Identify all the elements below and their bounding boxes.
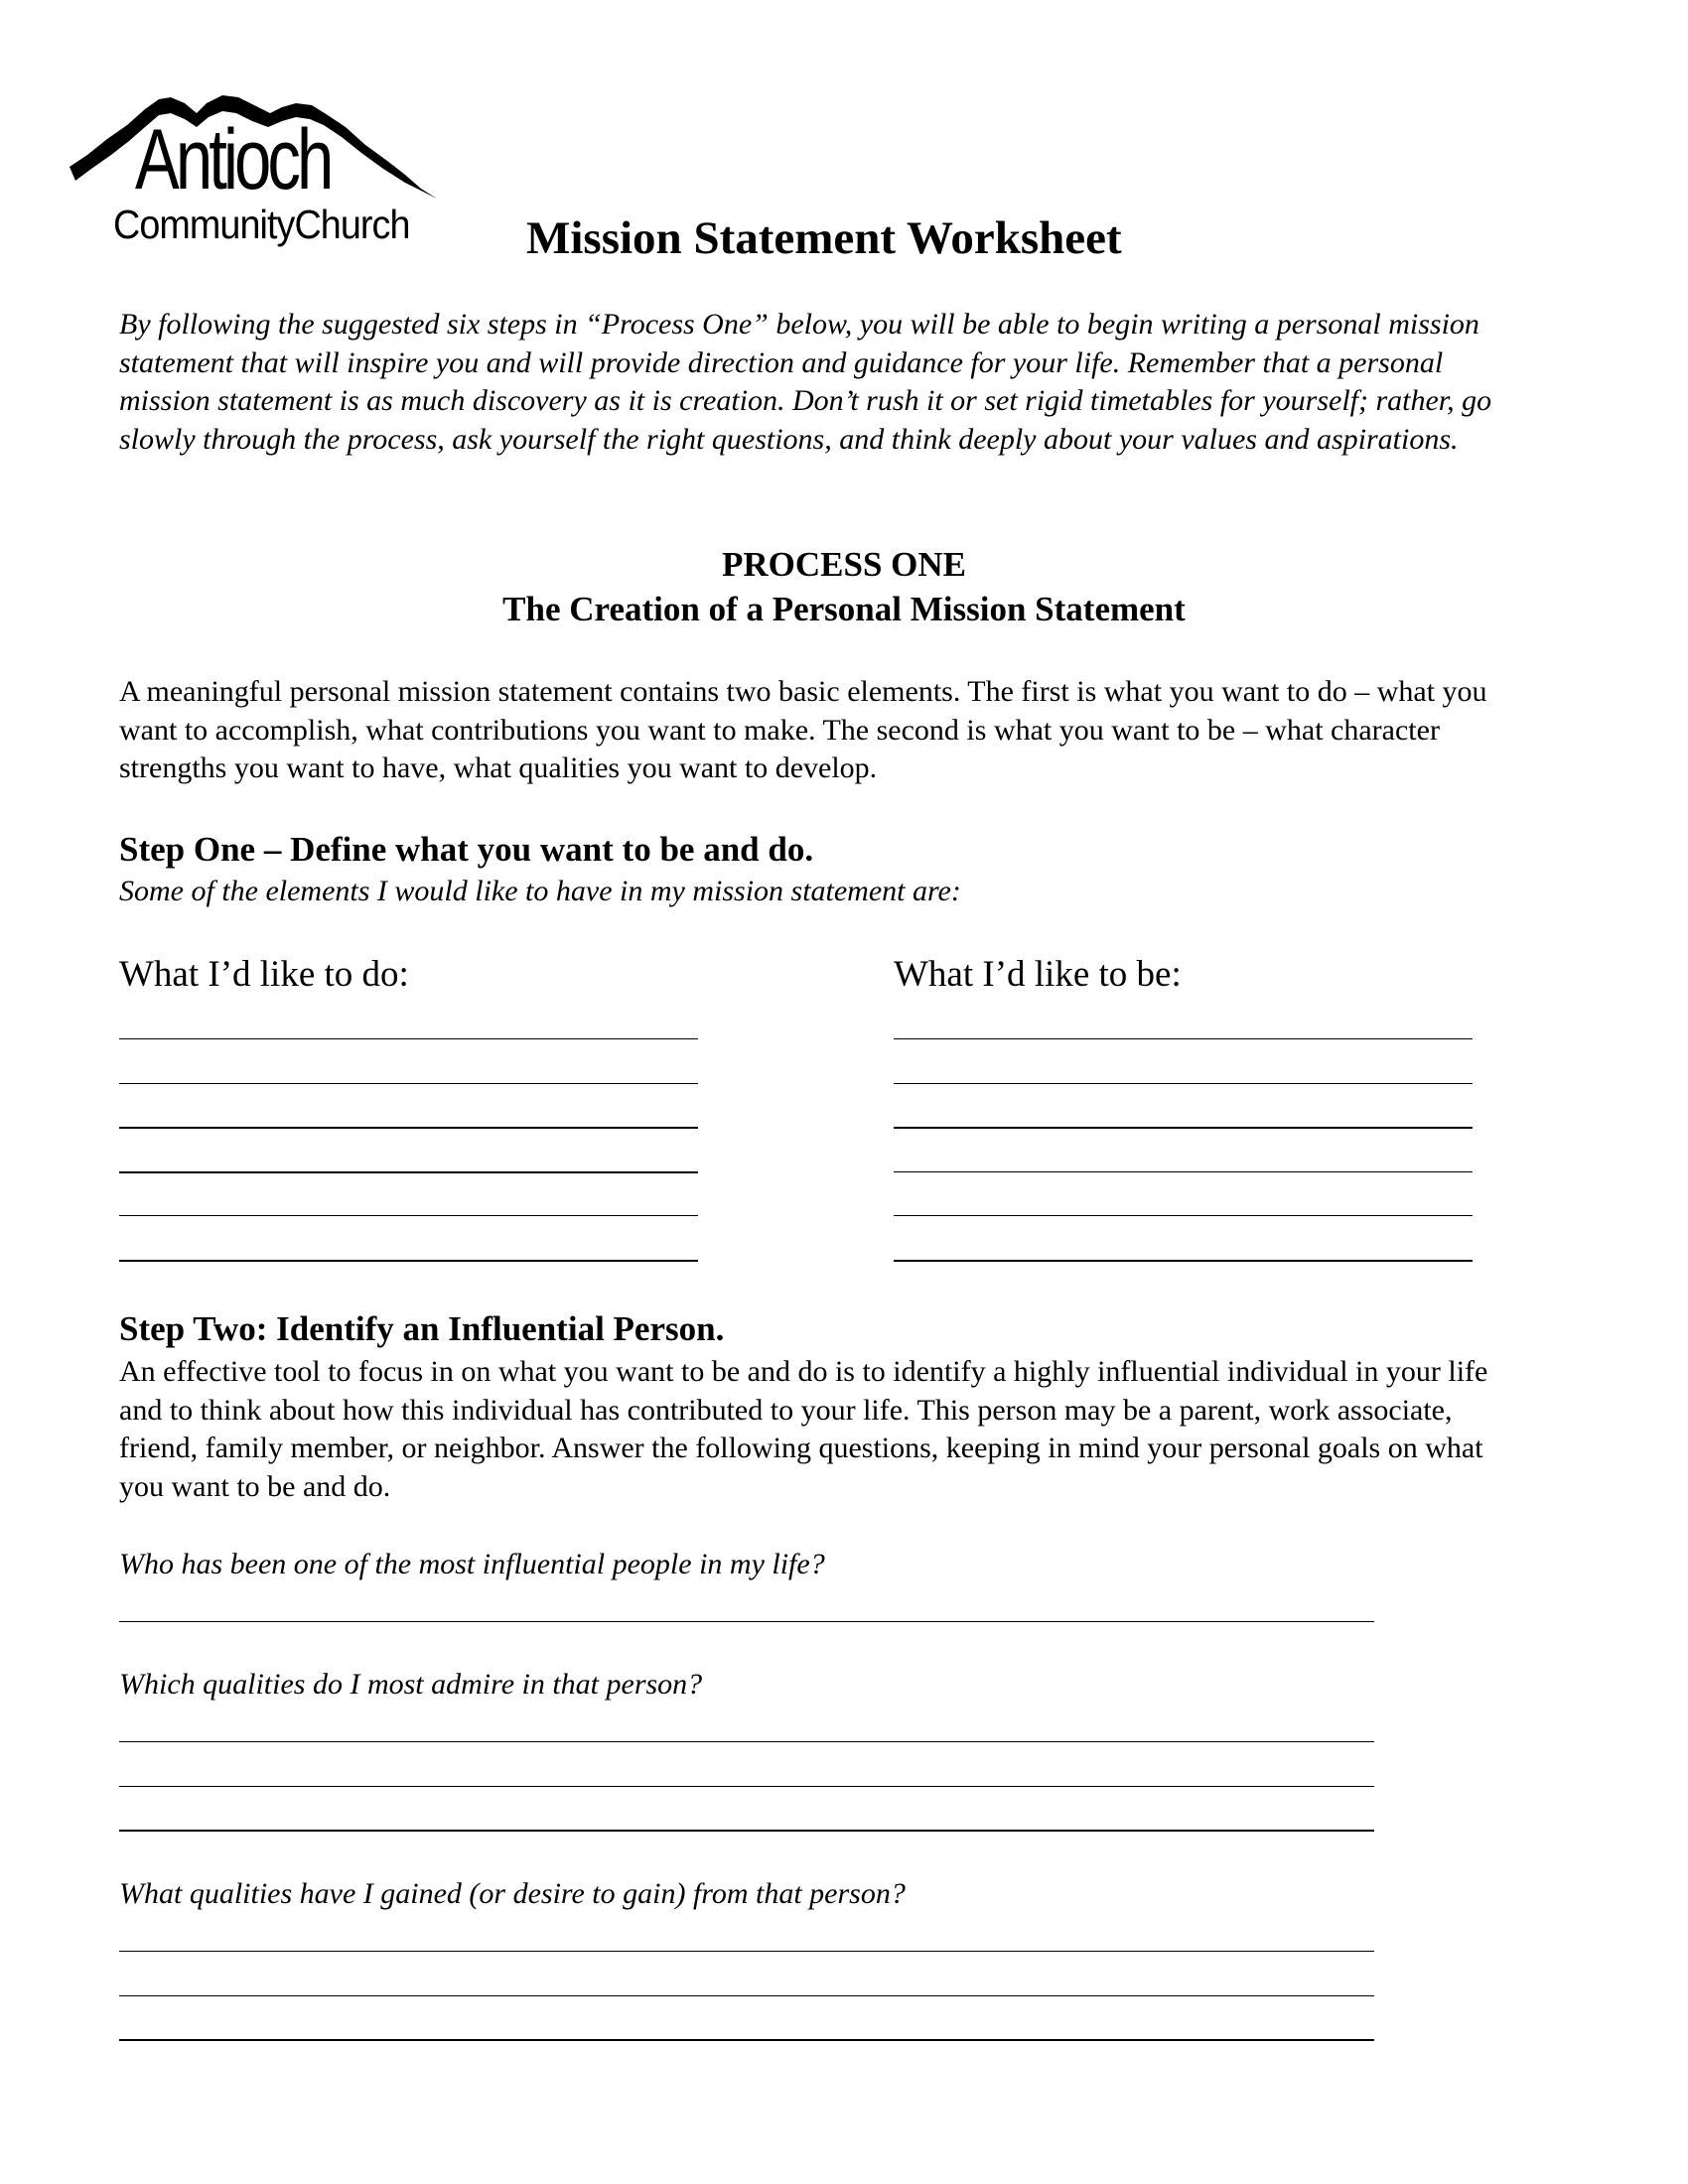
like-to-do-label: What I’d like to do: — [119, 954, 409, 995]
be-answer-line[interactable] — [894, 1083, 1473, 1084]
be-answer-line[interactable] — [894, 1260, 1473, 1262]
gained-qualities-answer-line[interactable] — [119, 1995, 1374, 1996]
church-logo — [68, 89, 494, 258]
mission-elements-paragraph: A meaningful personal mission statement contains two basic elements. The first is what you want to do – what you want to accomplish, what contributions you want to make. The second is what you want to be – what character strengths you want to have, what qualities you want to develop. — [119, 675, 1487, 784]
admired-qualities-answer-line[interactable] — [119, 1830, 1374, 1832]
step-one-prompt: Some of the elements I would like to have in my mission statement are: — [119, 875, 961, 907]
do-answer-line[interactable] — [119, 1038, 698, 1039]
question-admired-qualities: Which qualities do I most admire in that person? — [119, 1668, 703, 1701]
be-answer-line[interactable] — [894, 1038, 1473, 1039]
gained-qualities-answer-line[interactable] — [119, 2039, 1374, 2041]
be-answer-line[interactable] — [894, 1127, 1473, 1129]
admired-qualities-answer-line[interactable] — [119, 1786, 1374, 1787]
step-one-heading: Step One – Define what you want to be and do. — [119, 830, 814, 869]
like-to-be-label: What I’d like to be: — [894, 954, 1182, 995]
do-answer-line[interactable] — [119, 1215, 698, 1216]
intro-paragraph: By following the suggested six steps in “Process One” below, you will be able to begin writing a personal mission statement that will inspire you and will provide direction and guidance for your life. Remember that a personal mission statement is as much discovery as it is creation. Don’t rush it or set rigid timetables for yourself; rather, go slowly through the process, ask yourself the right questions, and think deeply about your values and aspirations. — [119, 308, 1492, 456]
document-title: Mission Statement Worksheet — [526, 212, 1122, 264]
gained-qualities-answer-line[interactable] — [119, 1951, 1374, 1952]
step-two-heading: Step Two: Identify an Influential Person. — [119, 1309, 725, 1348]
be-answer-line[interactable] — [894, 1215, 1473, 1216]
do-answer-line[interactable] — [119, 1083, 698, 1084]
question-gained-qualities: What qualities have I gained (or desire to gain) from that person? — [119, 1877, 906, 1910]
be-answer-line[interactable] — [894, 1171, 1473, 1172]
question-influential-person: Who has been one of the most influential people in my life? — [119, 1548, 825, 1580]
process-heading-block — [0, 542, 1688, 631]
process-heading: PROCESS ONE — [721, 545, 967, 584]
logo-subtitle: CommunityChurch — [113, 202, 410, 247]
step-two-paragraph: An effective tool to focus in on what you want to be and do is to identify a highly influential individual in your life and to think about how this individual has contributed to your life. This person may be a parent, work associate, friend, family member, or neighbor. Answer the following questions, keeping in mind your personal goals on what you want to be and do. — [119, 1355, 1488, 1503]
process-subheading: The Creation of a Personal Mission Statement — [502, 590, 1186, 628]
do-answer-line[interactable] — [119, 1127, 698, 1129]
admired-qualities-answer-line[interactable] — [119, 1741, 1374, 1742]
do-answer-line[interactable] — [119, 1171, 698, 1173]
do-answer-line[interactable] — [119, 1260, 698, 1262]
logo-name: Antioch — [135, 112, 331, 207]
influential-person-answer-line[interactable] — [119, 1621, 1374, 1622]
